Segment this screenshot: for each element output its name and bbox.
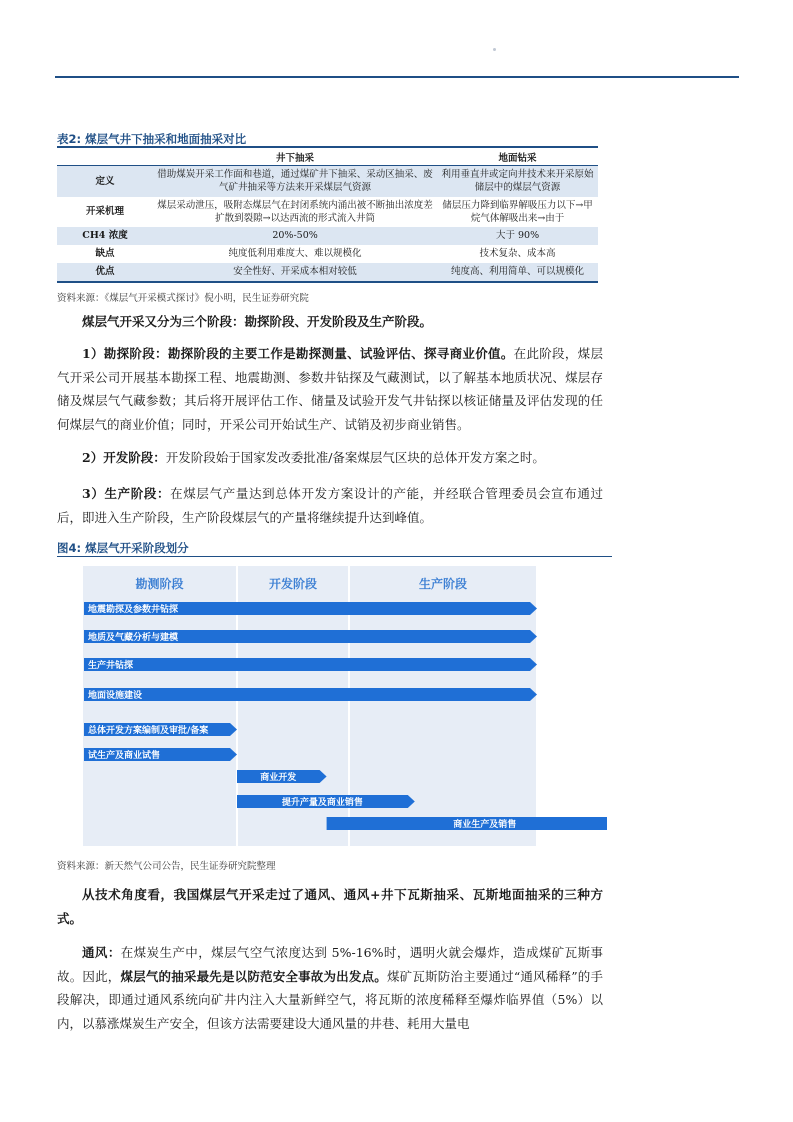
table-row (57, 245, 598, 263)
phase-label: 勘测阶段 (135, 577, 184, 591)
production-lead: 3）生产阶段： (82, 486, 171, 501)
cell-underground: 煤层采动泄压，吸附态煤层气在封闭系统内涌出被不断抽出浓度差扩散到裂隙→以达西流的形式流入井筒 (157, 199, 433, 224)
exploration-text: 在此阶段，煤层气开采公司开展基本勘探工程、地震勘测、参数井钻探及气藏测试，以了解基本地质状况、煤层存储及煤层气气藏参数；其后将开展评估工作、储量及试验开发气井钻探以核证储量及评估发现的任何煤层气的商业价值；同时，开采公司开始试生产、试销及初步商业销售。 (57, 346, 603, 432)
exploration-lead: 1）勘探阶段： (82, 346, 168, 361)
ventilation-text-a: 在煤炭生产中，煤层气空气浓度达到 5%-16%时，遇明火就会爆炸，造成煤矿瓦斯事故。因此， (57, 945, 603, 984)
ventilation-text-b: 煤矿瓦斯防治主要通过“通风稀释”的手段解决，即通过通风系统向矿井内注入大量新鲜空气，将瓦斯的浓度稀释至爆炸临界值（5%）以内，以慕涨煤炭生产安全，但该方法需要建设大通风量的井巷、耗用大量电 (57, 968, 603, 1031)
paragraph-ventilation (57, 941, 603, 1035)
table-source: 资料来源：《煤层气开采模式探讨》倪小明，民生证券研究院 (57, 293, 309, 304)
phase-label: 生产阶段 (418, 577, 468, 591)
table-row (57, 263, 598, 282)
cell-underground: 借助煤炭开采工作面和巷道，通过煤矿井下抽采、采动区抽采、废气矿井抽采等方法来开采煤层气资源 (153, 166, 437, 197)
task-label: 商业开发 (260, 773, 297, 783)
cell-surface: 纯度高、利用简单、可以规模化 (437, 263, 598, 282)
cell-surface: 储层压力降到临界解吸压力以下→甲烷气体解吸出来→由于 (442, 199, 593, 224)
header-dot (493, 48, 496, 51)
row-label: CH4 浓度 (57, 227, 153, 245)
row-label: 缺点 (95, 248, 115, 259)
development-text: 开发阶段始于国家发改委批准/备案煤层气区块的总体开发方案之时。 (165, 450, 545, 465)
production-text: 在煤层气产量达到总体开发方案设计的产能，并经联合管理委员会宣布通过后，即进入生产阶段，生产阶段煤层气的产量将继续提升达到峰值。 (57, 486, 603, 525)
task-label: 商业生产及销售 (453, 820, 517, 830)
paragraph-production (57, 482, 603, 529)
task-label: 地面设施建设 (88, 691, 143, 701)
task-label: 地震勘探及参数井钻探 (88, 605, 179, 615)
task-label: 地质及气藏分析与建模 (88, 633, 179, 643)
table-title: 表2: 煤层气井下抽采和地面抽采对比 (57, 132, 247, 146)
figure-rule (57, 556, 612, 557)
task-bar (84, 688, 537, 701)
exploration-bold: 勘探阶段的主要工作是勘探测量、试验评估、探寻商业价值。 (167, 346, 514, 361)
cell-surface: 技术复杂、成本高 (479, 248, 556, 259)
development-lead: 2）开发阶段： (82, 450, 166, 465)
task-label: 生产井钻探 (88, 661, 134, 671)
ventilation-lead: 通风： (82, 945, 121, 960)
row-label: 定义 (57, 166, 153, 197)
paragraph-technology: 从技术角度看，我国煤层气开采走过了通风、通风+井下瓦斯抽采、瓦斯地面抽采的三种方式。 (57, 887, 603, 926)
paragraph-exploration (57, 342, 603, 436)
stage-gantt-chart (79, 564, 607, 849)
figure-source: 资料来源：新天然气公司公告，民生证券研究院整理 (57, 861, 276, 872)
cell-underground: 纯度低利用难度大、难以规模化 (228, 248, 362, 259)
table-row (57, 227, 598, 245)
table-header-surface: 地面钻采 (437, 147, 598, 166)
task-bar (84, 658, 537, 671)
paragraph-phases-intro: 煤层气开采又分为三个阶段：勘探阶段、开发阶段及生产阶段。 (82, 314, 433, 329)
cell-surface: 利用垂直井或定向井技术来开采原始储层中的煤层气资源 (437, 166, 598, 197)
task-label: 提升产量及商业销售 (281, 798, 363, 808)
ventilation-bold: 煤层气的抽采最先是以防范安全事故为出发点。 (120, 968, 387, 984)
table-row (57, 166, 598, 197)
cell-underground: 20%-50% (153, 227, 437, 245)
table-header-underground: 井下抽采 (153, 147, 437, 166)
paragraph-development (57, 446, 603, 470)
header-rule (55, 76, 739, 78)
cell-underground: 安全性好、开采成本相对较低 (153, 263, 437, 282)
comparison-table (57, 146, 598, 283)
task-label: 总体开发方案编制及审批/备案 (88, 726, 209, 736)
table-row (57, 197, 598, 227)
row-label: 开采机理 (85, 206, 124, 217)
task-label: 试生产及商业试售 (88, 751, 161, 761)
figure-title: 图4: 煤层气开采阶段划分 (57, 541, 189, 555)
row-label: 优点 (57, 263, 153, 282)
phase-label: 开发阶段 (268, 577, 318, 591)
cell-surface: 大于 90% (437, 227, 598, 245)
table-header-blank (57, 147, 153, 166)
